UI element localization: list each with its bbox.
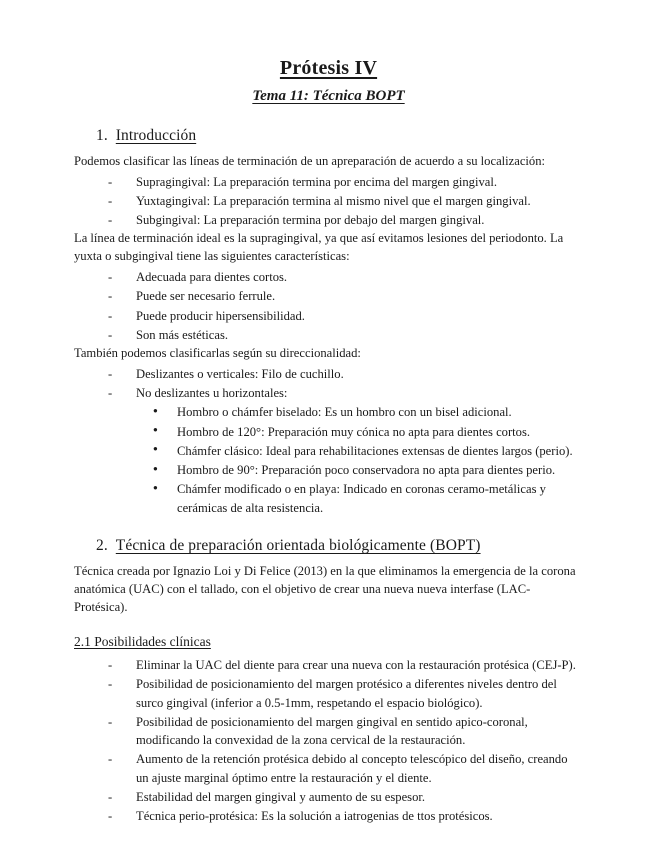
list-posibilidades-clinicas [74,656,583,825]
list-item: - Eliminar la UAC del diente para crear una nueva con la restauración protésica (CEJ-P). [74,656,583,674]
list-item: - Son más estéticas. [74,326,583,344]
list-item: - Yuxtagingival: La preparación termina al mismo nivel que el margen gingival. [74,192,583,210]
subsection-heading-2-1: 2.1 Posibilidades clínicas [74,633,211,649]
section-number-1: 1. [96,126,108,144]
list-direccionalidad [74,365,583,403]
section-heading-1 [74,126,583,146]
list-localizacion [74,173,583,230]
list-item: - Adecuada para dientes cortos. [74,268,583,286]
section-number-2: 2. [96,536,108,554]
document-subtitle [74,87,583,107]
list-item: - Estabilidad del margen gingival y aumento de su espesor. [74,788,583,806]
list-item: ● Hombro o chámfer biselado: Es un hombro con un bisel adicional. [74,403,583,421]
list-item: ● Chámfer modificado o en playa: Indicado en coronas ceramo-metálicas y cerámicas de alta resistencia. [74,480,583,517]
section-heading-2 [74,536,583,556]
list-item: - No deslizantes u horizontales: [74,384,583,402]
list-item: - Posibilidad de posicionamiento del margen gingival en sentido apico-coronal, modificando la convexidad de la zona cervical de la restauración. [74,713,583,750]
list-item: - Posibilidad de posicionamiento del margen protésico a diferentes niveles dentro del surco gingival (inferior a 0.5-1mm, respetando el espacio biológico). [74,675,583,712]
list-caracteristicas [74,268,583,344]
list-item: - Puede producir hipersensibilidad. [74,307,583,325]
list-item: - Técnica perio-protésica: Es la solución a iatrogenias de ttos protésicos. [74,807,583,825]
document-subtitle-text: Tema 11: Técnica BOPT [252,88,405,104]
paragraph-direccionalidad-intro: También podemos clasificarlas según su direccionalidad: [74,346,361,361]
paragraph-localizacion-intro: Podemos clasificar las líneas de terminación de un apreparación de acuerdo a su localización: [74,153,546,168]
list-item: ● Hombro de 90°: Preparación poco conservadora no apta para dientes perio. [74,461,583,479]
paragraph-linea-ideal: La línea de terminación ideal es la supragingival, ya que así evitamos lesiones del periodonto. La yuxta o subgingival tiene las siguientes características: [74,231,564,264]
list-item: - Aumento de la retención protésica debido al concepto telescópico del diseño, creando un ajuste marginal óptimo entre la restauración y el diente. [74,750,583,787]
list-horizontales [74,403,583,517]
section-title-2: Técnica de preparación orientada biológicamente (BOPT) [115,536,481,554]
list-item: - Puede ser necesario ferrule. [74,287,583,305]
section-title-1: Introducción [115,126,197,144]
list-item: ● Hombro de 120°: Preparación muy cónica no apta para dientes cortos. [74,423,583,441]
list-item: - Deslizantes o verticales: Filo de cuchillo. [74,365,583,383]
list-item: - Supragingival: La preparación termina por encima del margen gingival. [74,173,583,191]
list-item: ● Chámfer clásico: Ideal para rehabilitaciones extensas de dientes largos (perio). [74,442,583,460]
list-item: - Subgingival: La preparación termina por debajo del margen gingival. [74,211,583,229]
document-title [74,56,583,81]
subsection-wrapper [74,619,583,657]
paragraph-bopt-definition: Técnica creada por Ignazio Loi y Di Felice (2013) en la que eliminamos la emergencia de la corona anatómica (UAC) con el tallado, con el objetivo de crear una nueva nueva interfase (LAC-Protésica). [74,564,576,614]
document-title-text: Prótesis IV [279,57,378,79]
